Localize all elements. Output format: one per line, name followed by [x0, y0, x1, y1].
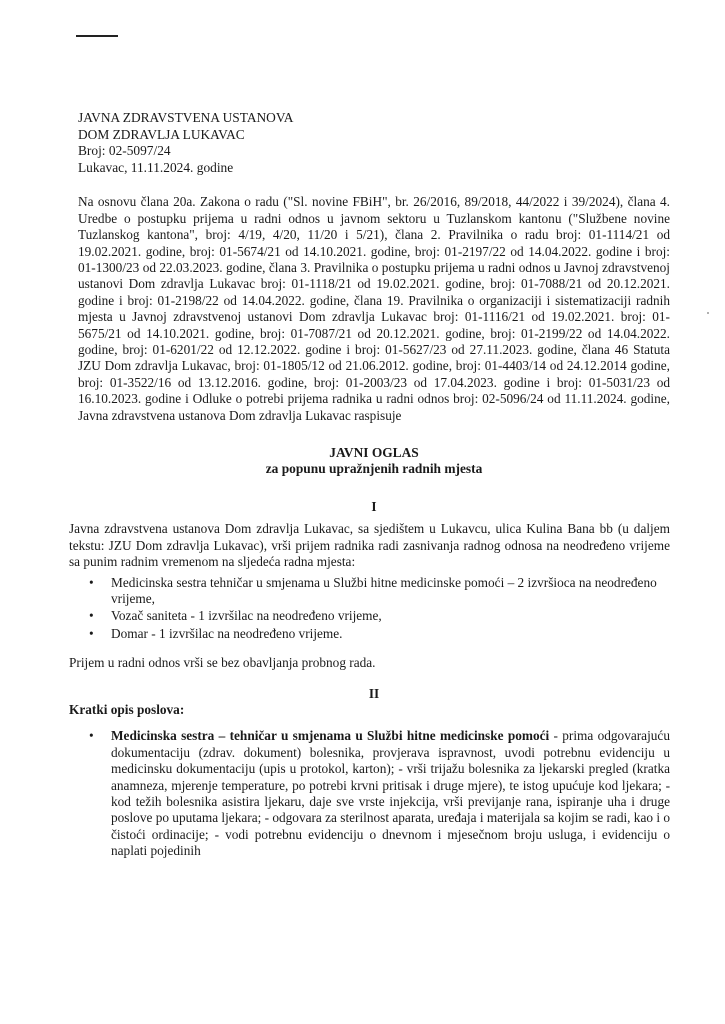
section-number-2: II — [368, 685, 380, 701]
section-1-intro: Javna zdravstvena ustanova Dom zdravlja Lukavac, sa sjedištem u Lukavcu, ulica Kulina Bana bb (u daljem tekstu: JZU Dom zdravlja Lukavac), vrši prijem radnika radi zasnivanja radnog odnosa na neodređeno vrijeme sa punim radnim vremenom na sljedeća radna mjesta: — [69, 521, 670, 570]
document-number: Broj: 02-5097/24 — [78, 143, 171, 159]
job-description-title: Medicinska sestra – tehničar u smjenama u Službi hitne medicinske pomoći — [111, 728, 550, 744]
section-number-1: I — [371, 498, 377, 514]
job-description-text: - prima odgovarajuću dokumentaciju (zdrav. dokument) bolesnika, provjerava ispravnost, uvodi potrebnu evidenciju u medicinsku dokumentaciju (upis u protokol, karton); - vrši trijažu bolesnika za ljekarski pregled (kratka anamneza, mjerenje temperature, po potrebi krvni pritisak i druge mjere), te istog upućuje kod ljekara; - kod težih bolesnika asistira ljekaru, daje sve vrste injekcija, vrši previjanje rana, ispiranje uha i druge poslove po uputama ljekara; - odgovara za sterilnost aparata, uređaja i materijala sa kojim se radi, kao i o čistoći ordinacije; - vodi potrebnu evidenciju o dnevnom i mjesečnom broju usluga, i evidenciju o naplati pojedinih — [111, 728, 671, 859]
bullet-icon: • — [89, 625, 94, 641]
section-2-heading: Kratki opis poslova: — [69, 701, 185, 717]
notice-subtitle: za popunu upražnjenih radnih mjesta — [265, 461, 483, 477]
institution-name-line2: DOM ZDRAVLJA LUKAVAC — [78, 126, 245, 142]
position-text: Domar - 1 izvršilac na neodređeno vrijeme. — [111, 625, 343, 641]
position-text: Vozač saniteta - 1 izvršilac na neodređeno vrijeme, — [111, 608, 382, 624]
bullet-icon: • — [89, 608, 94, 624]
list-item — [78, 575, 670, 608]
legal-preamble: Na osnovu člana 20a. Zakona o radu ("Sl. novine FBiH", br. 26/2016, 89/2018, 44/2022 i 39/2024), člana 4. Uredbe o postupku prijema u radni odnos u javnom sektoru u Tuzlanskom kantonu ("Službene novine Tuzlanskog kantona", broj: 4/19, 4/20, 11/20 i 5/21), člana 2. Pravilnika o radu broj: 01-1114/21 od 19.02.2021. godine, broj: 01-5674/21 od 14.10.2021. godine, broj: 01-2197/22 od 14.04.2022. godine i broj: 01-1300/23 od 22.03.2023. godine, člana 3. Pravilnika o postupku prijema u radni odnos u Javnoj zdravstvenoj ustanovi Dom zdravlja Lukavac broj: 01-1118/21 od 19.02.2021. godine, broj: 01-7088/21 od 20.12.2021. godine i broj: 01-2198/22 od 14.04.2022. godine, člana 19. Pravilnika o organizaciji i sistematizaciji radnih mjesta u Javnoj zdravstvenoj ustanovi Dom zdravlja Lukavac broj: 01-1116/21 od 19.02.2021. broj: 01-5675/21 od 14.10.2021. godine, broj: 01-7087/21 od 20.12.2021. godine, broj: 01-2199/22 od 14.04.2022. godine, broj: 01-6201/22 od 12.12.2022. godine i broj: 01-5627/23 od 27.11.2023. godine, člana 46 Statuta JZU Dom zdravlja Lukavac, broj: 01-1805/12 od 21.06.2012. godine, broj: 01-4403/14 od 24.12.2014 godine, broj: 01-3522/16 od 13.12.2016. godine, broj: 01-2003/23 od 17.04.2023. godine i broj: 01-5031/23 od 16.10.2023. godine i Odluke o potrebi prijema radnika u radni odnos broj: 02-5096/24 od 11.11.2024. godine, Javna zdravstvena ustanova Dom zdravlja Lukavac raspisuje — [78, 194, 670, 423]
institution-header — [78, 110, 670, 176]
document-page — [69, 110, 671, 860]
bullet-icon: • — [89, 728, 94, 744]
job-description-item — [78, 728, 670, 859]
bullet-icon: • — [89, 574, 94, 590]
list-item — [78, 626, 670, 642]
job-positions-list — [78, 575, 670, 643]
document-place-date: Lukavac, 11.11.2024. godine — [78, 159, 234, 175]
header-rule-line — [76, 35, 118, 37]
position-text: Medicinska sestra tehničar u smjenama u Službi hitne medicinske pomoći – 2 izvršioca na neodređeno vrijeme, — [111, 574, 657, 606]
notice-title: JAVNI OGLAS — [329, 445, 419, 461]
institution-name-line1: JAVNA ZDRAVSTVENA USTANOVA — [78, 110, 294, 125]
notice-title-block — [78, 445, 670, 478]
scan-speck — [707, 312, 709, 314]
list-item — [78, 608, 670, 624]
probation-note: Prijem u radni odnos vrši se bez obavljanja probnog rada. — [69, 655, 376, 671]
